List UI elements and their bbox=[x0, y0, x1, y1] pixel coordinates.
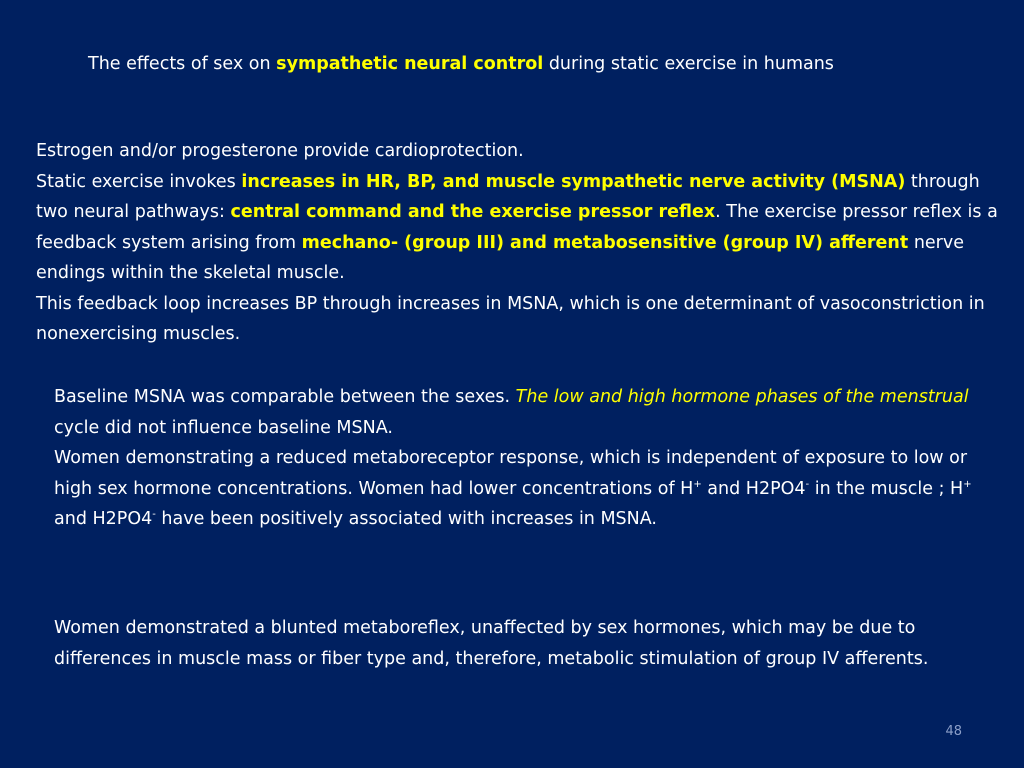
h2po4-text-1: and H2PO4 bbox=[701, 478, 806, 499]
conclusion-paragraph bbox=[54, 613, 954, 674]
intro-text-block bbox=[36, 136, 1016, 350]
central-command-highlight: central command and the exercise pressor reflex bbox=[230, 202, 716, 222]
afferent-highlight: mechano- (group III) and metabosensitive (group IV) afferent bbox=[301, 232, 909, 253]
baseline-cycle-text: cycle did not influence baseline MSNA. bbox=[54, 417, 393, 438]
superscript-minus-1: - bbox=[805, 478, 810, 490]
muscle-h-text: in the muscle ; H bbox=[809, 478, 964, 499]
static-exercise-text: Static exercise invokes bbox=[36, 171, 242, 192]
feedback-loop-text: This feedback loop increases BP through increases in MSNA, which is one determinant of vasoconstriction in nonexercising muscles. bbox=[36, 293, 985, 344]
metaboreceptor-text: Women demonstrating a reduced metaboreceptor response, which is independent of exposure to low or high sex hormone concentrations. Women had lower concentrations of H bbox=[54, 448, 968, 499]
findings-paragraph-1 bbox=[54, 382, 974, 443]
intro-paragraph-1 bbox=[36, 136, 1016, 167]
metaboreflex-text: Women demonstrated a blunted metaboreflex, unaffected by sex hormones, which may be due to differences in muscle mass or fiber type and, therefore, metabolic stimulation of group IV afferents. bbox=[54, 618, 929, 669]
cardioprotection-text: Estrogen and/or progesterone provide cardioprotection. bbox=[36, 141, 524, 161]
title-text-2: during static exercise in humans bbox=[543, 54, 834, 74]
superscript-minus-2: - bbox=[152, 509, 156, 521]
msna-highlight: increases in HR, BP, and muscle sympathetic nerve activity (MSNA) bbox=[241, 171, 906, 192]
superscript-plus-2: + bbox=[963, 478, 972, 490]
intro-paragraph-2 bbox=[36, 167, 1016, 289]
slide-title bbox=[88, 50, 988, 78]
intro-paragraph-3 bbox=[36, 289, 1016, 350]
baseline-text: Baseline MSNA was comparable between the sexes. bbox=[54, 387, 516, 407]
findings-paragraph-2 bbox=[54, 443, 974, 535]
superscript-plus-1: + bbox=[693, 478, 702, 490]
page-number: 48 bbox=[945, 724, 962, 739]
pressor-reflex-text: . The exercise pressor reflex is a feedback system arising from bbox=[36, 202, 998, 253]
findings-text-block bbox=[54, 382, 974, 535]
pathways-text: through two neural pathways: bbox=[36, 171, 980, 222]
title-highlight: sympathetic neural control bbox=[276, 54, 544, 74]
msna-association-text: have been positively associated with increases in MSNA. bbox=[155, 509, 657, 529]
h2po4-text-2: and H2PO4 bbox=[54, 509, 153, 529]
nerve-endings-text: nerve endings within the skeletal muscle. bbox=[36, 232, 964, 283]
hormone-phases-highlight: The low and high hormone phases of the menstrual bbox=[515, 387, 969, 407]
title-text-1: The effects of sex on bbox=[88, 54, 277, 74]
conclusion-text-block bbox=[54, 613, 954, 674]
